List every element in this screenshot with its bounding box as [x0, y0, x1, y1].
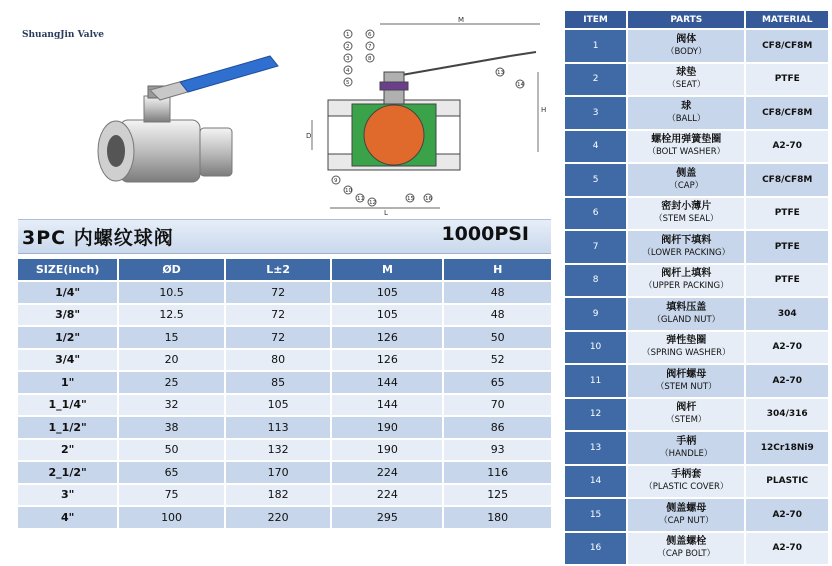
part-name-cn: 阀杆 [676, 402, 697, 414]
col-l: L±2 [226, 259, 333, 280]
item-number: 16 [565, 533, 628, 565]
table-row [18, 462, 551, 483]
part-name-en: （BALL） [667, 113, 706, 124]
table-row [18, 395, 551, 416]
cell-size: 2" [18, 440, 119, 461]
cell: 75 [119, 485, 226, 506]
cell: 25 [119, 372, 226, 393]
cell: 144 [332, 395, 444, 416]
item-number: 2 [565, 64, 628, 96]
table-row [18, 485, 551, 506]
part-material: PTFE [746, 231, 828, 263]
cell: 105 [332, 305, 444, 326]
cell: 182 [226, 485, 333, 506]
table-row [565, 533, 828, 565]
item-number: 13 [565, 432, 628, 464]
dimension-table [18, 257, 551, 530]
table-row [565, 64, 828, 96]
cell: 20 [119, 350, 226, 371]
table-row [565, 231, 828, 263]
table-row [565, 265, 828, 297]
cell-size: 1_1/2" [18, 417, 119, 438]
part-material: PTFE [746, 64, 828, 96]
part-name-cn: 阀杆下填料 [661, 234, 712, 246]
cell: 52 [444, 350, 551, 371]
part-material: A2-70 [746, 365, 828, 397]
part-name-cn: 侧盖螺栓 [666, 536, 707, 548]
part-name-cn: 球垫 [676, 67, 697, 79]
part-material: A2-70 [746, 533, 828, 565]
cell: 50 [119, 440, 226, 461]
part-material: A2-70 [746, 499, 828, 531]
cell: 48 [444, 305, 551, 326]
part-name-cn: 手柄 [676, 435, 697, 447]
part-name-en: （PLASTIC COVER） [644, 482, 729, 493]
item-number: 15 [565, 499, 628, 531]
cell-size: 1_1/4" [18, 395, 119, 416]
cell-size: 3" [18, 485, 119, 506]
table-row [565, 97, 828, 129]
cell: 190 [332, 417, 444, 438]
dimension-table-header [18, 259, 551, 280]
table-row [565, 298, 828, 330]
table-row [565, 466, 828, 498]
item-number: 12 [565, 399, 628, 431]
item-number: 6 [565, 198, 628, 230]
cell-size: 1/2" [18, 327, 119, 348]
dim-d-label: D [306, 132, 312, 140]
table-row [565, 30, 828, 62]
part-material: 12Cr18Ni9 [746, 432, 828, 464]
parts-table [565, 9, 828, 566]
cell-size: 4" [18, 507, 119, 528]
table-row [18, 350, 551, 371]
table-row [18, 507, 551, 528]
part-callout-12: 12 [369, 200, 376, 206]
part-name-en: （HANDLE） [660, 448, 713, 459]
cell-size: 1/4" [18, 282, 119, 303]
table-row [18, 282, 551, 303]
cell: 50 [444, 327, 551, 348]
part-callout-2: 2 [346, 44, 350, 50]
table-row [565, 399, 828, 431]
item-number: 3 [565, 97, 628, 129]
cell: 32 [119, 395, 226, 416]
part-name [628, 533, 746, 565]
part-name [628, 97, 746, 129]
cell: 72 [226, 327, 333, 348]
part-name-en: （LOWER PACKING） [642, 247, 731, 258]
part-name-cn: 侧盖 [676, 167, 697, 179]
part-name-en: （STEM NUT） [655, 381, 717, 392]
part-name-cn: 密封小薄片 [661, 201, 712, 213]
col-m: M [332, 259, 444, 280]
part-material: CF8/CF8M [746, 97, 828, 129]
item-number: 4 [565, 131, 628, 163]
cell: 65 [119, 462, 226, 483]
part-material: CF8/CF8M [746, 30, 828, 62]
cell: 105 [226, 395, 333, 416]
part-name-en: （CAP NUT） [659, 515, 714, 526]
part-name [628, 231, 746, 263]
part-callout-16: 16 [425, 196, 432, 202]
part-callout-7: 7 [368, 44, 372, 50]
item-number: 9 [565, 298, 628, 330]
table-row [565, 499, 828, 531]
part-material: 304/316 [746, 399, 828, 431]
part-callout-6: 6 [368, 32, 372, 38]
part-material: PTFE [746, 265, 828, 297]
valve-section-drawing [300, 12, 560, 217]
cell: 15 [119, 327, 226, 348]
part-callout-4: 4 [346, 68, 350, 74]
cell-size: 1" [18, 372, 119, 393]
table-row [565, 164, 828, 196]
dim-l-label: L [384, 209, 388, 217]
part-callout-10: 10 [345, 188, 352, 194]
part-material: A2-70 [746, 332, 828, 364]
table-row [18, 417, 551, 438]
part-name-en: （BODY） [665, 46, 707, 57]
dim-h-label: H [541, 106, 547, 114]
table-row [565, 332, 828, 364]
cell: 85 [226, 372, 333, 393]
cell-size: 3/8" [18, 305, 119, 326]
part-name-cn: 侧盖螺母 [666, 502, 707, 514]
part-name-en: （UPPER PACKING） [643, 281, 729, 292]
table-row [565, 131, 828, 163]
cell: 224 [332, 462, 444, 483]
item-number: 10 [565, 332, 628, 364]
cell: 80 [226, 350, 333, 371]
part-callout-11: 11 [357, 196, 364, 202]
part-callout-9: 9 [334, 178, 338, 184]
part-name-en: （CAP） [669, 180, 704, 191]
part-name-en: （SEAT） [667, 80, 706, 91]
part-callout-3: 3 [346, 56, 350, 62]
cell: 48 [444, 282, 551, 303]
part-name [628, 499, 746, 531]
col-parts: PARTS [628, 11, 746, 28]
part-name [628, 265, 746, 297]
cell: 10.5 [119, 282, 226, 303]
cell: 70 [444, 395, 551, 416]
part-material: PLASTIC [746, 466, 828, 498]
col-d: ØD [119, 259, 226, 280]
table-row [18, 305, 551, 326]
part-name [628, 332, 746, 364]
cell: 113 [226, 417, 333, 438]
cell: 125 [444, 485, 551, 506]
cell-size: 3/4" [18, 350, 119, 371]
item-number: 7 [565, 231, 628, 263]
table-row [18, 327, 551, 348]
table-row [565, 432, 828, 464]
cell-size: 2_1/2" [18, 462, 119, 483]
col-item: ITEM [565, 11, 628, 28]
part-name-cn: 螺栓用弹簧垫圈 [651, 134, 722, 146]
part-name-en: （GLAND NUT） [652, 314, 721, 325]
cell: 180 [444, 507, 551, 528]
cell: 93 [444, 440, 551, 461]
cell: 116 [444, 462, 551, 483]
part-callout-8: 8 [368, 56, 372, 62]
part-name-en: （STEM） [666, 415, 707, 426]
part-name [628, 432, 746, 464]
part-name-en: （SPRING WASHER） [642, 348, 731, 359]
cell: 72 [226, 282, 333, 303]
cell: 38 [119, 417, 226, 438]
part-callout-13: 13 [497, 70, 504, 76]
part-name [628, 466, 746, 498]
part-name-cn: 填料压盖 [666, 301, 707, 313]
part-name [628, 198, 746, 230]
part-name-en: （CAP BOLT） [657, 549, 716, 560]
table-row [18, 372, 551, 393]
item-number: 8 [565, 265, 628, 297]
part-name [628, 399, 746, 431]
cell: 224 [332, 485, 444, 506]
part-name [628, 30, 746, 62]
cell: 86 [444, 417, 551, 438]
part-callout-14: 14 [517, 82, 524, 88]
part-name [628, 64, 746, 96]
part-name-cn: 阀杆螺母 [666, 368, 707, 380]
valve-photo [60, 48, 300, 208]
item-number: 14 [565, 466, 628, 498]
part-name-cn: 弹性垫圈 [666, 335, 707, 347]
col-material: MATERIAL [746, 11, 828, 28]
part-material: CF8/CF8M [746, 164, 828, 196]
table-row [565, 365, 828, 397]
item-number: 5 [565, 164, 628, 196]
dim-m-label: M [458, 16, 465, 24]
cell: 72 [226, 305, 333, 326]
part-callout-15: 15 [407, 196, 414, 202]
part-material: 304 [746, 298, 828, 330]
part-material: PTFE [746, 198, 828, 230]
cell: 144 [332, 372, 444, 393]
part-name-cn: 手柄套 [671, 469, 702, 481]
part-name-cn: 阀杆上填料 [661, 268, 712, 280]
pressure-rating: 1000PSI [441, 223, 529, 245]
item-number: 11 [565, 365, 628, 397]
cell: 220 [226, 507, 333, 528]
part-name [628, 365, 746, 397]
part-name-cn: 阀体 [676, 33, 697, 45]
col-size: SIZE(inch) [18, 259, 119, 280]
cell: 190 [332, 440, 444, 461]
part-name [628, 298, 746, 330]
part-callout-5: 5 [346, 80, 350, 86]
cell: 65 [444, 372, 551, 393]
parts-table-header [565, 11, 828, 28]
part-name-en: （STEM SEAL） [654, 214, 719, 225]
part-material: A2-70 [746, 131, 828, 163]
col-h: H [444, 259, 551, 280]
item-number: 1 [565, 30, 628, 62]
part-name [628, 164, 746, 196]
table-row [565, 198, 828, 230]
cell: 105 [332, 282, 444, 303]
cell: 132 [226, 440, 333, 461]
part-callout-1: 1 [346, 32, 350, 38]
part-name [628, 131, 746, 163]
cell: 126 [332, 327, 444, 348]
product-title: 3PC 内螺纹球阀 [22, 227, 174, 249]
part-name-cn: 球 [681, 100, 692, 112]
cell: 170 [226, 462, 333, 483]
cell: 126 [332, 350, 444, 371]
cell: 12.5 [119, 305, 226, 326]
brand-logo: ShuangJin Valve [22, 30, 104, 40]
cell: 100 [119, 507, 226, 528]
cell: 295 [332, 507, 444, 528]
product-title-bar [18, 219, 551, 254]
part-name-en: （BOLT WASHER） [647, 147, 726, 158]
table-row [18, 440, 551, 461]
